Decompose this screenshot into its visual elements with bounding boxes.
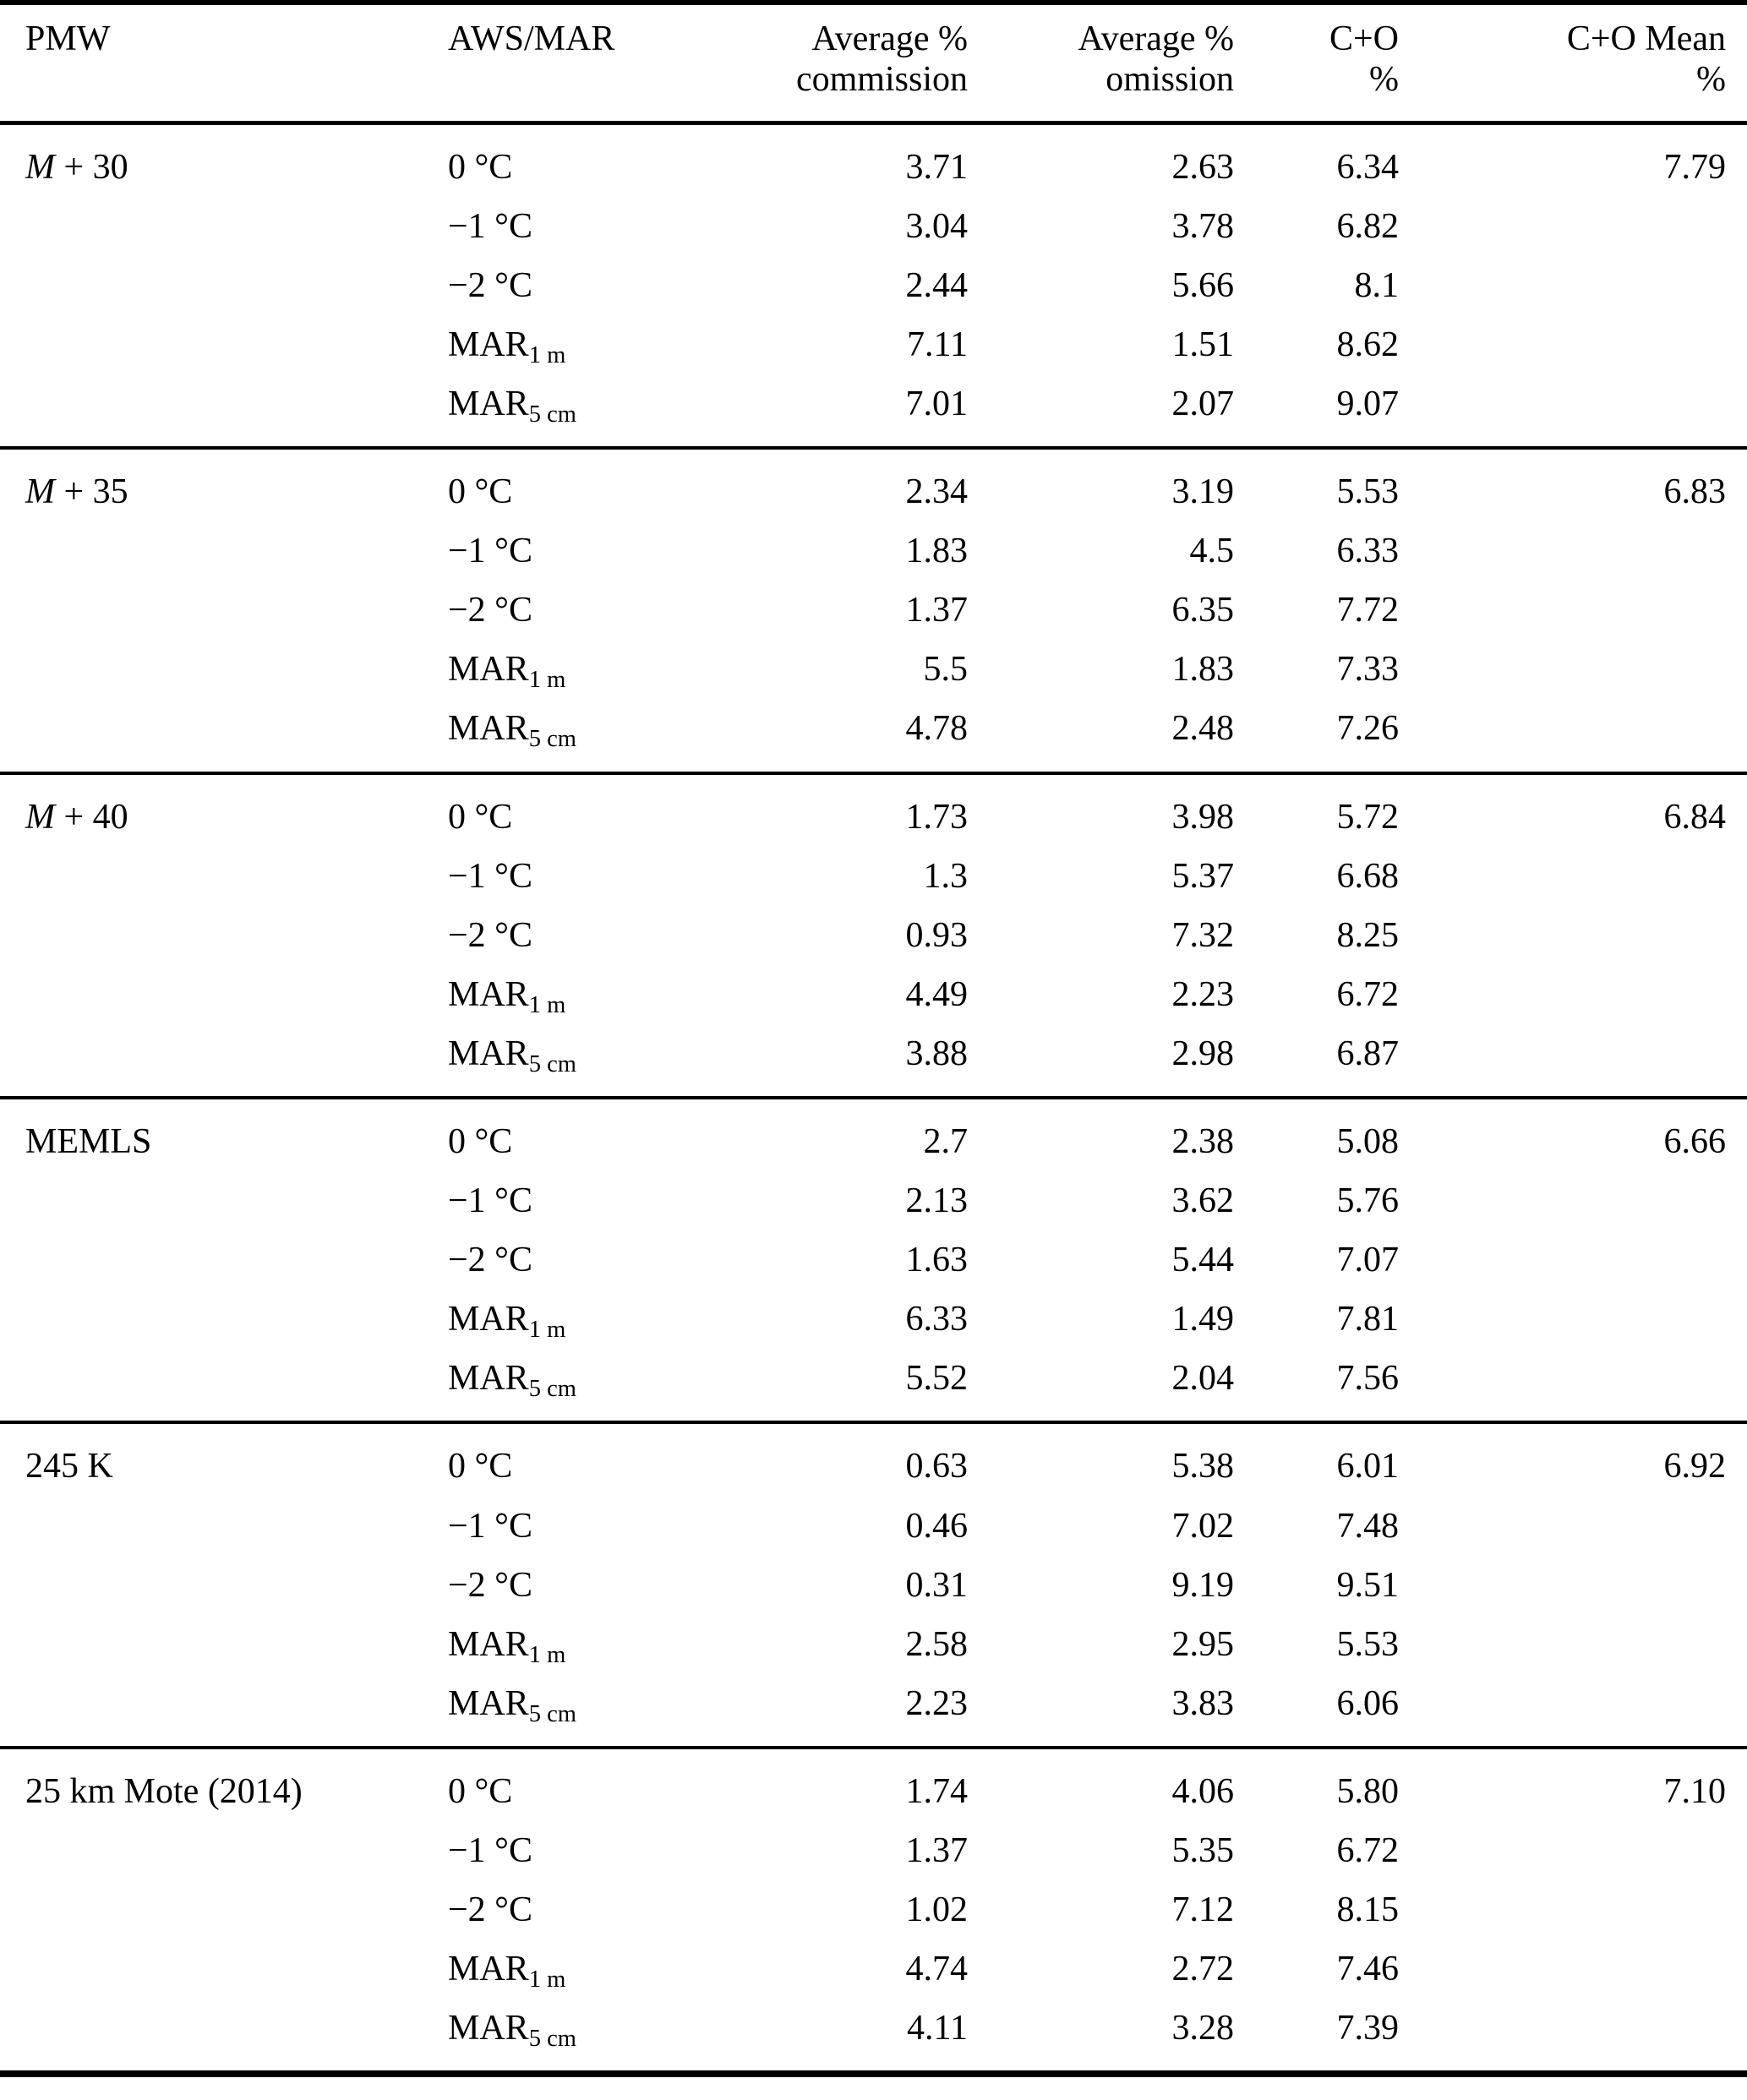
aws-mar-cell — [448, 1098, 731, 1171]
c-plus-o-cell: 5.53 — [1336, 1624, 1399, 1664]
commission-cell: 1.37 — [905, 1831, 968, 1871]
commission-cell: 7.11 — [907, 325, 968, 364]
mean-cell: 6.92 — [1663, 1447, 1726, 1486]
mean-cell: 6.66 — [1663, 1122, 1726, 1161]
table-row — [0, 374, 1747, 448]
omission-cell: 3.83 — [1171, 1683, 1234, 1723]
omission-cell: 3.62 — [1171, 1181, 1234, 1221]
header-omission — [968, 3, 1234, 123]
header-c-plus-o-line2: % — [1369, 60, 1399, 100]
header-c-plus-o-mean — [1399, 3, 1747, 123]
commission-cell: 2.58 — [905, 1624, 968, 1664]
commission-cell: 2.34 — [905, 472, 968, 512]
mean-cell — [1399, 256, 1747, 315]
mean-cell — [1399, 374, 1747, 448]
pmw-roman-part: + 40 — [55, 797, 128, 837]
aws-mar-cell — [448, 773, 731, 847]
mean-cell — [1399, 1171, 1747, 1230]
c-plus-o-cell: 5.53 — [1336, 472, 1399, 512]
c-plus-o-cell: 6.72 — [1336, 1831, 1399, 1871]
commission-cell: 1.73 — [905, 797, 968, 837]
table-header — [0, 3, 1747, 123]
omission-cell: 5.38 — [1171, 1447, 1234, 1486]
aws-mar-cell — [448, 1999, 731, 2074]
aws-mar-label: −2 °C — [448, 1241, 532, 1280]
mean-cell — [1399, 581, 1747, 640]
table-row — [0, 1674, 1747, 1748]
aws-mar-label: −2 °C — [448, 591, 532, 630]
table-row — [0, 965, 1747, 1024]
c-plus-o-cell: 8.1 — [1354, 265, 1399, 305]
header-pmw — [0, 3, 448, 123]
c-plus-o-cell: 6.82 — [1336, 206, 1399, 246]
mean-cell — [1399, 1615, 1747, 1674]
commission-cell: 0.31 — [905, 1565, 968, 1605]
table-group — [0, 448, 1747, 772]
aws-mar-cell — [448, 1615, 731, 1674]
c-plus-o-cell: 7.39 — [1336, 2009, 1399, 2048]
commission-cell: 1.63 — [905, 1241, 968, 1280]
omission-cell: 2.38 — [1171, 1122, 1234, 1161]
table-row — [0, 521, 1747, 581]
aws-mar-label: 0 °C — [448, 1447, 513, 1486]
aws-mar-subscript: 5 cm — [528, 1050, 576, 1077]
aws-mar-subscript: 5 cm — [528, 1700, 576, 1727]
commission-cell: 0.46 — [905, 1506, 968, 1546]
table-row — [0, 123, 1747, 197]
c-plus-o-cell: 7.81 — [1336, 1300, 1399, 1339]
c-plus-o-cell: 6.06 — [1336, 1683, 1399, 1723]
pmw-cell — [0, 699, 448, 772]
aws-mar-label: −1 °C — [448, 1181, 532, 1221]
aws-mar-subscript: 1 m — [528, 1966, 566, 1994]
pmw-cell — [0, 1290, 448, 1349]
pmw-cell — [0, 1230, 448, 1290]
commission-cell: 1.02 — [905, 1890, 968, 1930]
omission-cell: 2.95 — [1171, 1624, 1234, 1664]
aws-mar-cell — [448, 965, 731, 1024]
table-row — [0, 315, 1747, 374]
pmw-cell — [0, 581, 448, 640]
c-plus-o-cell: 8.15 — [1336, 1890, 1399, 1930]
aws-mar-subscript: 1 m — [528, 1641, 566, 1668]
c-plus-o-cell: 6.68 — [1336, 856, 1399, 896]
mean-cell — [1399, 1821, 1747, 1880]
commission-cell: 4.49 — [905, 974, 968, 1014]
aws-mar-cell — [448, 521, 731, 581]
commission-cell: 1.83 — [905, 532, 968, 571]
table-group — [0, 1748, 1747, 2074]
aws-mar-cell — [448, 374, 731, 448]
mean-cell — [1399, 965, 1747, 1024]
table-row — [0, 1615, 1747, 1674]
aws-mar-cell — [448, 448, 731, 521]
omission-cell: 5.37 — [1171, 856, 1234, 896]
pmw-cell — [0, 315, 448, 374]
omission-cell: 1.49 — [1171, 1300, 1234, 1339]
aws-mar-label: −2 °C — [448, 915, 532, 955]
aws-mar-cell — [448, 1349, 731, 1422]
table-row — [0, 847, 1747, 906]
c-plus-o-cell: 7.56 — [1336, 1359, 1399, 1399]
omission-cell: 6.35 — [1171, 591, 1234, 630]
pmw-italic-part: M — [25, 147, 55, 187]
omission-cell: 2.04 — [1171, 1359, 1234, 1399]
c-plus-o-cell: 8.25 — [1336, 915, 1399, 955]
omission-cell: 3.19 — [1171, 472, 1234, 512]
c-plus-o-cell: 6.87 — [1336, 1034, 1399, 1073]
pmw-cell — [0, 1349, 448, 1422]
commission-cell: 2.13 — [905, 1181, 968, 1221]
commission-cell: 3.04 — [905, 206, 968, 246]
commission-cell: 6.33 — [905, 1300, 968, 1339]
c-plus-o-cell: 8.62 — [1336, 325, 1399, 364]
aws-mar-label: 0 °C — [448, 147, 513, 187]
pmw-roman-part: MEMLS — [25, 1122, 152, 1161]
pmw-cell — [0, 1098, 448, 1171]
commission-cell: 2.7 — [923, 1122, 968, 1161]
c-plus-o-cell: 7.46 — [1336, 1950, 1399, 1989]
aws-mar-label: 0 °C — [448, 1122, 513, 1161]
commission-cell: 5.52 — [905, 1359, 968, 1399]
mean-cell: 6.83 — [1663, 472, 1726, 512]
aws-mar-label: 0 °C — [448, 797, 513, 837]
c-plus-o-cell: 5.08 — [1336, 1122, 1399, 1161]
mean-cell — [1399, 906, 1747, 965]
commission-cell: 7.01 — [905, 384, 968, 423]
aws-mar-cell — [448, 1821, 731, 1880]
aws-mar-label: −1 °C — [448, 856, 532, 896]
header-aws-mar-line2 — [448, 59, 731, 100]
aws-mar-cell — [448, 1024, 731, 1098]
pmw-cell — [0, 1748, 448, 1821]
omission-cell: 3.78 — [1171, 206, 1234, 246]
mean-cell — [1399, 1497, 1747, 1556]
table-row — [0, 1497, 1747, 1556]
commission-cell: 2.23 — [905, 1683, 968, 1723]
header-commission — [731, 3, 968, 123]
mean-cell — [1399, 1999, 1747, 2074]
omission-cell: 3.28 — [1171, 2009, 1234, 2048]
omission-cell: 1.51 — [1171, 325, 1234, 364]
aws-mar-cell — [448, 1939, 731, 1999]
aws-mar-cell — [448, 1674, 731, 1748]
pmw-cell — [0, 1821, 448, 1880]
aws-mar-label: MAR — [448, 1300, 529, 1339]
aws-mar-cell — [448, 699, 731, 772]
table-row — [0, 1171, 1747, 1230]
aws-mar-label: MAR — [448, 384, 529, 423]
table-row — [0, 1880, 1747, 1939]
pmw-cell — [0, 521, 448, 581]
omission-cell: 4.5 — [1189, 532, 1234, 571]
omission-cell: 4.06 — [1171, 1771, 1234, 1811]
pmw-cell — [0, 123, 448, 197]
pmw-cell — [0, 1674, 448, 1748]
aws-mar-cell — [448, 315, 731, 374]
pmw-cell — [0, 1497, 448, 1556]
c-plus-o-cell: 7.07 — [1336, 1241, 1399, 1280]
commission-cell: 2.44 — [905, 265, 968, 305]
aws-mar-label: MAR — [448, 1624, 529, 1664]
pmw-cell — [0, 1939, 448, 1999]
aws-mar-subscript: 1 m — [528, 1317, 566, 1344]
table-row — [0, 699, 1747, 772]
aws-mar-cell — [448, 1880, 731, 1939]
table-row — [0, 1939, 1747, 1999]
pmw-cell — [0, 1171, 448, 1230]
pmw-italic-part: M — [25, 472, 55, 512]
aws-mar-label: MAR — [448, 1359, 529, 1399]
commission-cell: 0.93 — [905, 915, 968, 955]
table-row — [0, 1024, 1747, 1098]
mean-cell — [1399, 197, 1747, 256]
c-plus-o-cell: 7.33 — [1336, 650, 1399, 690]
aws-mar-label: −2 °C — [448, 1890, 532, 1930]
aws-mar-label: MAR — [448, 1683, 529, 1723]
mean-cell: 7.10 — [1663, 1771, 1726, 1811]
table-group — [0, 1098, 1747, 1422]
aws-mar-label: MAR — [448, 1034, 529, 1073]
omission-cell: 9.19 — [1171, 1565, 1234, 1605]
omission-cell: 3.98 — [1171, 797, 1234, 837]
pmw-cell — [0, 1999, 448, 2074]
c-plus-o-cell: 5.72 — [1336, 797, 1399, 837]
omission-cell: 2.23 — [1171, 974, 1234, 1014]
header-c-plus-o-mean-line2: % — [1696, 60, 1726, 100]
header-row — [0, 3, 1747, 123]
omission-cell: 2.48 — [1171, 709, 1234, 749]
pmw-cell — [0, 1880, 448, 1939]
pmw-cell — [0, 1024, 448, 1098]
c-plus-o-cell: 6.01 — [1336, 1447, 1399, 1486]
commission-cell: 4.11 — [907, 2009, 968, 2048]
aws-mar-cell — [448, 123, 731, 197]
aws-mar-cell — [448, 197, 731, 256]
mean-cell — [1399, 315, 1747, 374]
aws-mar-cell — [448, 1422, 731, 1496]
aws-mar-cell — [448, 640, 731, 699]
table-row — [0, 1556, 1747, 1615]
omission-cell: 5.66 — [1171, 265, 1234, 305]
c-plus-o-cell: 6.72 — [1336, 974, 1399, 1014]
aws-mar-subscript: 1 m — [528, 667, 566, 694]
aws-mar-cell — [448, 256, 731, 315]
aws-mar-cell — [448, 906, 731, 965]
omission-cell: 7.02 — [1171, 1506, 1234, 1546]
pmw-roman-part: + 30 — [55, 147, 128, 187]
pmw-cell — [0, 1556, 448, 1615]
c-plus-o-cell: 6.34 — [1336, 147, 1399, 187]
commission-cell: 1.37 — [905, 591, 968, 630]
table-group — [0, 1422, 1747, 1747]
aws-mar-label: MAR — [448, 974, 529, 1014]
mean-cell — [1399, 847, 1747, 906]
aws-mar-label: −1 °C — [448, 532, 532, 571]
aws-mar-cell — [448, 1497, 731, 1556]
mean-cell — [1399, 1939, 1747, 1999]
header-omission-line2: omission — [1106, 60, 1234, 100]
mean-cell — [1399, 699, 1747, 772]
pmw-cell — [0, 640, 448, 699]
aws-mar-label: MAR — [448, 709, 529, 749]
header-pmw-line2 — [25, 59, 448, 100]
pmw-cell — [0, 773, 448, 847]
header-c-plus-o-mean-line1: C+O Mean — [1566, 19, 1726, 58]
omission-cell: 2.98 — [1171, 1034, 1234, 1073]
aws-mar-label: −2 °C — [448, 1565, 532, 1605]
c-plus-o-cell: 7.26 — [1336, 709, 1399, 749]
aws-mar-cell — [448, 1556, 731, 1615]
commission-cell: 1.3 — [923, 856, 968, 896]
commission-cell: 3.88 — [905, 1034, 968, 1073]
aws-mar-label: MAR — [448, 1950, 529, 1989]
pmw-cell — [0, 197, 448, 256]
pmw-cell — [0, 374, 448, 448]
aws-mar-label: MAR — [448, 650, 529, 690]
pmw-italic-part: M — [25, 797, 55, 837]
mean-cell: 6.84 — [1663, 797, 1726, 837]
header-commission-line2: commission — [795, 60, 968, 100]
aws-mar-cell — [448, 1748, 731, 1821]
table-row — [0, 1098, 1747, 1171]
table-row — [0, 1230, 1747, 1290]
table-group — [0, 773, 1747, 1098]
table-row — [0, 1748, 1747, 1821]
omission-cell: 2.72 — [1171, 1950, 1234, 1989]
aws-mar-cell — [448, 847, 731, 906]
header-c-plus-o-line1: C+O — [1329, 19, 1399, 58]
c-plus-o-cell: 5.80 — [1336, 1771, 1399, 1811]
omission-cell: 1.83 — [1171, 650, 1234, 690]
aws-mar-subscript: 5 cm — [528, 1376, 576, 1403]
mean-cell — [1399, 1024, 1747, 1098]
table-row — [0, 1290, 1747, 1349]
aws-mar-label: −1 °C — [448, 1506, 532, 1546]
c-plus-o-cell: 9.51 — [1336, 1565, 1399, 1605]
table-group — [0, 123, 1747, 448]
header-omission-line1: Average % — [1078, 19, 1234, 58]
mean-cell — [1399, 1349, 1747, 1422]
pmw-cell — [0, 906, 448, 965]
aws-mar-subscript: 1 m — [528, 991, 566, 1018]
table-row — [0, 448, 1747, 521]
omission-cell: 7.32 — [1171, 915, 1234, 955]
mean-cell — [1399, 1290, 1747, 1349]
c-plus-o-cell: 5.76 — [1336, 1181, 1399, 1221]
mean-cell — [1399, 1880, 1747, 1939]
pmw-cell — [0, 1422, 448, 1496]
omission-cell: 2.07 — [1171, 384, 1234, 423]
header-aws-mar — [448, 3, 731, 123]
aws-mar-cell — [448, 1171, 731, 1230]
header-pmw-line1: PMW — [25, 19, 111, 58]
aws-mar-subscript: 5 cm — [528, 726, 576, 753]
pmw-cell — [0, 847, 448, 906]
commission-cell: 3.71 — [905, 147, 968, 187]
aws-mar-subscript: 5 cm — [528, 2026, 576, 2053]
aws-mar-label: 0 °C — [448, 472, 513, 512]
table-row — [0, 581, 1747, 640]
mean-cell — [1399, 521, 1747, 581]
aws-mar-label: 0 °C — [448, 1771, 513, 1811]
table-row — [0, 256, 1747, 315]
mean-cell: 7.79 — [1663, 147, 1726, 187]
commission-cell: 1.74 — [905, 1771, 968, 1811]
header-aws-mar-line1: AWS/MAR — [448, 19, 615, 58]
omission-cell: 5.35 — [1171, 1831, 1234, 1871]
pmw-roman-part: 25 km Mote (2014) — [25, 1771, 303, 1811]
mean-cell — [1399, 640, 1747, 699]
aws-mar-cell — [448, 1230, 731, 1290]
aws-mar-label: −2 °C — [448, 265, 532, 305]
table-row — [0, 640, 1747, 699]
pmw-roman-part: + 35 — [55, 472, 128, 512]
pmw-cell — [0, 448, 448, 521]
c-plus-o-cell: 6.33 — [1336, 532, 1399, 571]
commission-cell: 4.74 — [905, 1950, 968, 1989]
table-row — [0, 197, 1747, 256]
table-row — [0, 1821, 1747, 1880]
aws-mar-label: −1 °C — [448, 1831, 532, 1871]
omission-cell: 2.63 — [1171, 147, 1234, 187]
commission-cell: 0.63 — [905, 1447, 968, 1486]
aws-mar-label: −1 °C — [448, 206, 532, 246]
table-row — [0, 1422, 1747, 1496]
pmw-cell — [0, 1615, 448, 1674]
commission-cell: 5.5 — [923, 650, 968, 690]
table-row — [0, 1999, 1747, 2074]
mean-cell — [1399, 1674, 1747, 1748]
pmw-roman-part: 245 K — [25, 1447, 113, 1486]
header-commission-line1: Average % — [811, 19, 968, 58]
omission-cell: 7.12 — [1171, 1890, 1234, 1930]
aws-mar-label: MAR — [448, 325, 529, 364]
c-plus-o-cell: 9.07 — [1336, 384, 1399, 423]
aws-mar-cell — [448, 581, 731, 640]
mean-cell — [1399, 1230, 1747, 1290]
table-row — [0, 906, 1747, 965]
table-row — [0, 773, 1747, 847]
c-plus-o-cell: 7.48 — [1336, 1506, 1399, 1546]
aws-mar-label: MAR — [448, 2009, 529, 2048]
mean-cell — [1399, 1556, 1747, 1615]
c-plus-o-cell: 7.72 — [1336, 591, 1399, 630]
omission-cell: 5.44 — [1171, 1241, 1234, 1280]
aws-mar-subscript: 5 cm — [528, 401, 576, 428]
pmw-cell — [0, 256, 448, 315]
aws-mar-cell — [448, 1290, 731, 1349]
aws-mar-subscript: 1 m — [528, 341, 566, 368]
header-c-plus-o — [1234, 3, 1399, 123]
pmw-cell — [0, 965, 448, 1024]
table-row — [0, 1349, 1747, 1422]
commission-cell: 4.78 — [905, 709, 968, 749]
